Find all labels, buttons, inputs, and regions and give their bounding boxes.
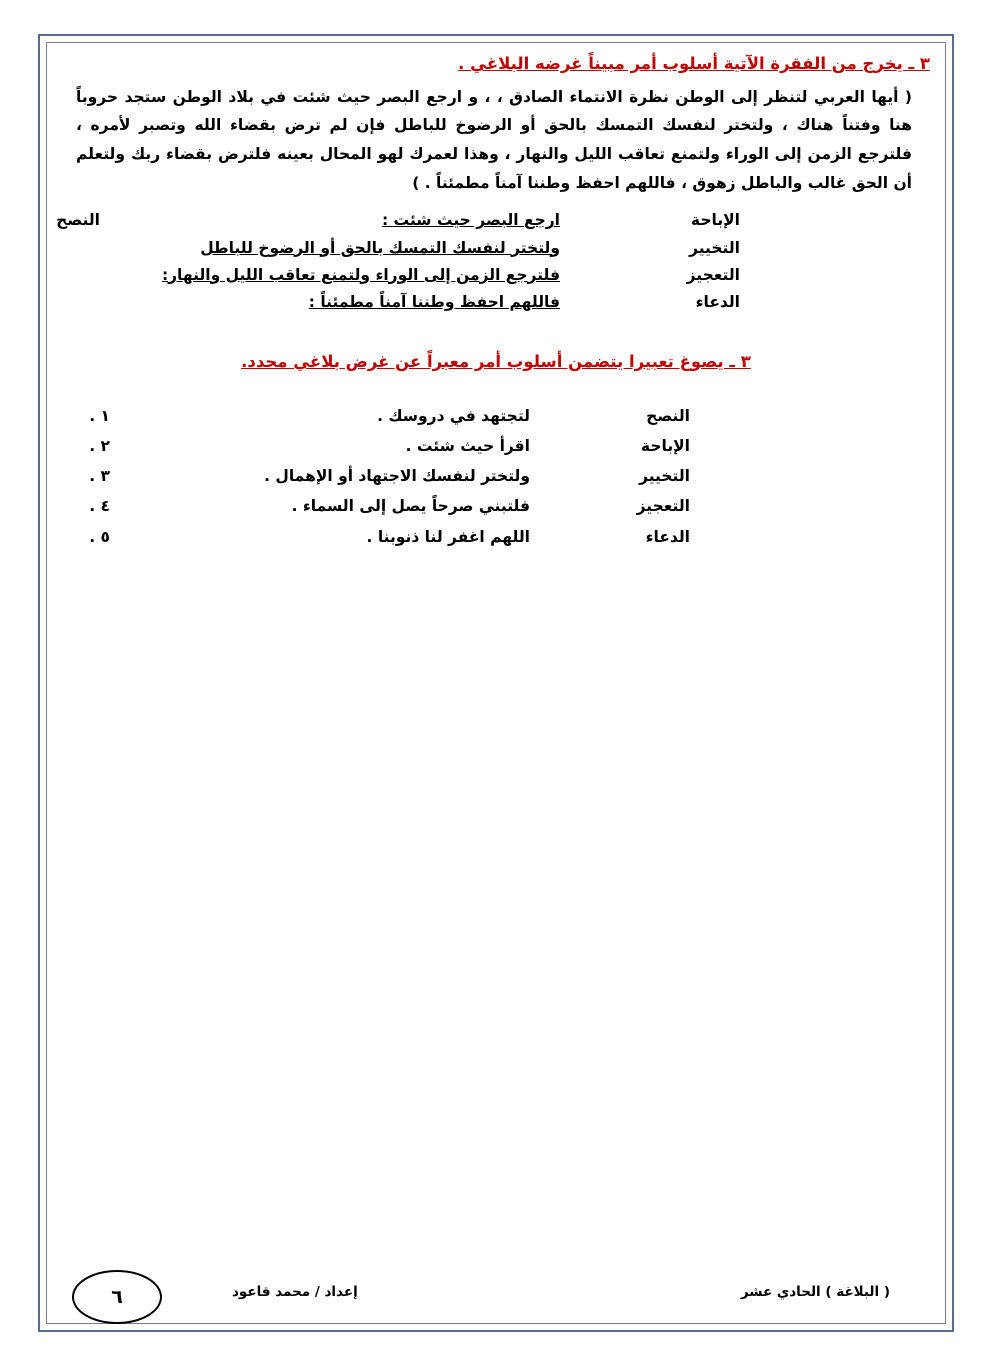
page-content (56, 52, 930, 1252)
question-3b-heading: ٣ ـ يصوغ تعبيرا يتضمن أسلوب أمر معبراً عن غرض بلاغي محدد. (241, 351, 751, 371)
row-spacer (720, 431, 930, 461)
answer-row (62, 262, 930, 289)
answer-phrase: ولتختر لنفسك التمسك بالحق أو الرضوخ للباطل (200, 238, 560, 257)
row-spacer (720, 522, 930, 552)
prepared-by: إعداد / محمد قاعود (232, 1284, 358, 1300)
answer-label-secondary: الإباحة (690, 211, 740, 230)
item-number: ٣ . (89, 467, 110, 486)
question-3-heading: ٣ ـ يخرج من الفقرة الآتية أسلوب أمر مبيناً غرضه البلاغي . (458, 54, 930, 73)
exercise-list (62, 401, 930, 552)
answer-row (62, 235, 930, 262)
answer-phrase-secondary: ارجع البصر حيث شئت : (381, 211, 560, 230)
answer-label: التعجيز (686, 265, 740, 284)
list-item (62, 431, 930, 461)
item-text: اقرأ حيث شئت . (405, 436, 530, 455)
list-item (62, 491, 930, 521)
list-item (62, 401, 930, 431)
answers-block (56, 207, 930, 316)
answer-label: النصح (56, 211, 100, 230)
answer-row (56, 207, 930, 234)
item-number: ٥ . (89, 527, 110, 546)
answer-label: الدعاء (695, 292, 740, 311)
item-purpose: التخيير (639, 467, 690, 486)
page-number: ٦ (72, 1270, 162, 1324)
item-text: لتجتهد في دروسك . (377, 406, 530, 425)
item-number: ٢ . (89, 436, 110, 455)
row-spacer (720, 491, 930, 521)
item-text: ولتختر لنفسك الاجتهاد أو الإهمال . (264, 467, 530, 486)
item-purpose: الإباحة (640, 436, 690, 455)
page-footer (62, 1262, 930, 1326)
item-text: اللهم اغفر لنا ذنوبنا . (366, 527, 530, 546)
answer-label: التخيير (689, 238, 740, 257)
list-item (62, 522, 930, 552)
item-number: ١ . (89, 406, 110, 425)
row-spacer (720, 401, 930, 431)
row-spacer (720, 461, 930, 491)
answer-phrase: فلترجع الزمن إلى الوراء ولتمنع تعاقب الليل والنهار: (161, 265, 560, 284)
passage-text: ( أيها العربي لتنظر إلى الوطن نظرة الانتماء الصادق ، ، و ارجع البصر حيث شئت في بلاد الوطن ستجد حروباً هنا وفتناً هناك ، ولتختر لنفسك التمسك بالحق أو الرضوخ للباطل فإن لم ترض بقضاء الله وتصبر لأمره ، فلترجع الزمن إلى الوراء ولتمنع تعاقب الليل والنهار ، وهذا لعمرك لهو المحال بعينه فلترض بقضاء ربك ولتعلم أن الحق غالب والباطل زهوق ، فاللهم احفظ وطننا آمناً مطمئناً . ) (76, 87, 912, 192)
document-title: ( البلاغة ) الحادي عشر (740, 1284, 890, 1300)
item-number: ٤ . (89, 497, 110, 516)
item-purpose: النصح (646, 406, 690, 425)
item-text: فلتبني صرحاً يصل إلى السماء . (291, 497, 530, 516)
item-purpose: التعجيز (636, 497, 690, 516)
answer-row (62, 289, 930, 316)
list-item (62, 461, 930, 491)
answer-phrase: فاللهم احفظ وطننا آمناً مطمئناً : (308, 292, 560, 311)
item-purpose: الدعاء (645, 527, 690, 546)
